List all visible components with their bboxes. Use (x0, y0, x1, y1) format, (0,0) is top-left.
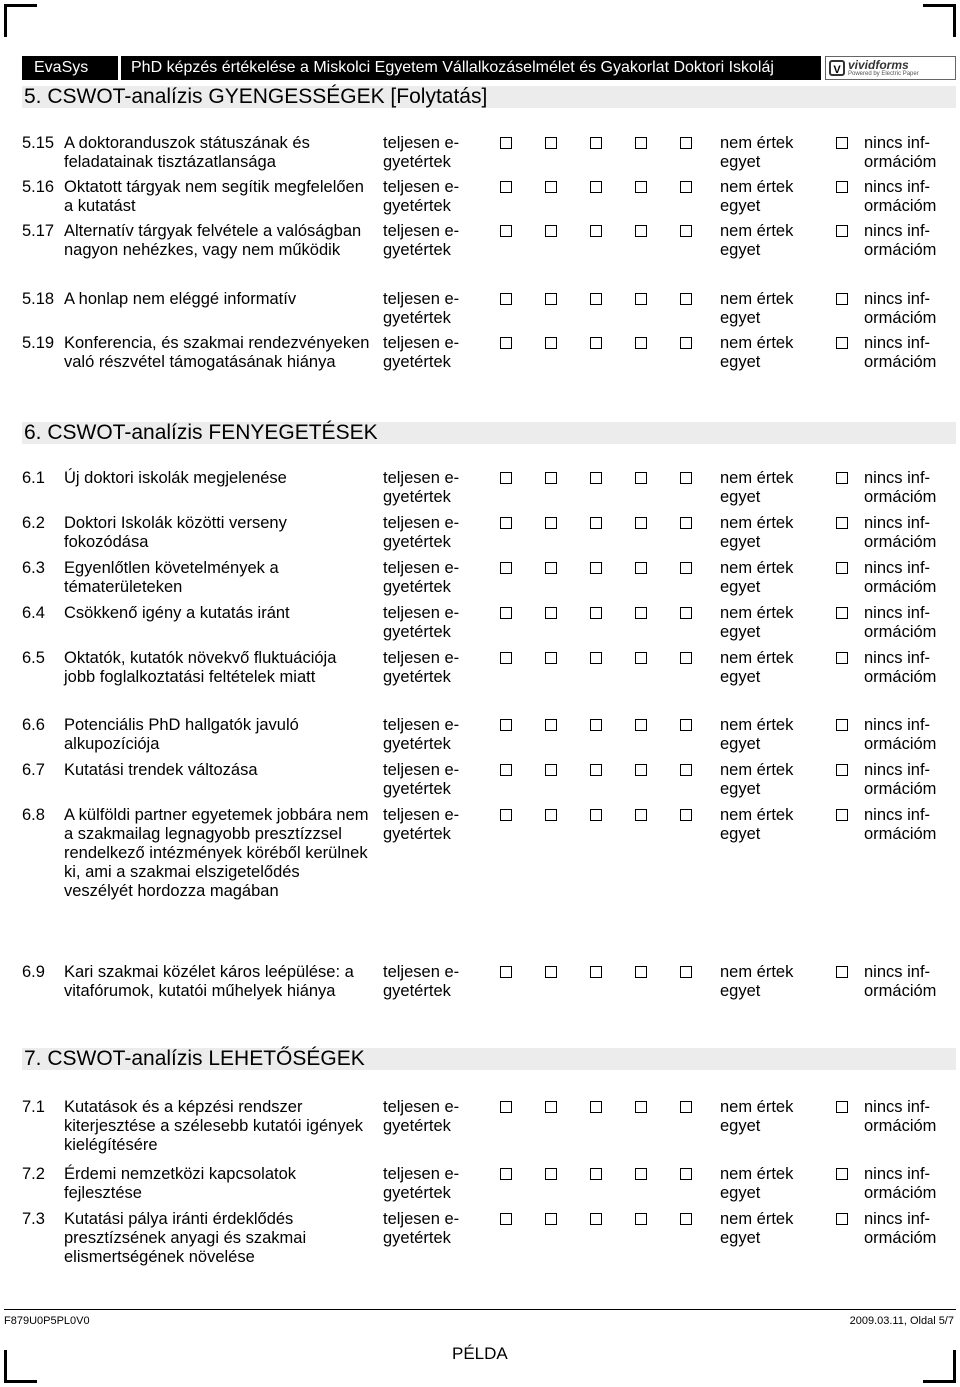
logo-mark-icon: V (829, 60, 845, 76)
no-information-checkbox[interactable] (836, 809, 848, 821)
rating-checkbox-2[interactable] (545, 225, 557, 237)
question-number: 5.19 (22, 334, 55, 352)
corner-mark-bottom-left (4, 1350, 37, 1383)
no-information-label: nincs inf- ormációm (864, 469, 937, 506)
vividforms-logo (825, 56, 956, 80)
no-information-checkbox[interactable] (836, 719, 848, 731)
rating-checkbox-3[interactable] (590, 966, 602, 978)
question-text (22, 963, 372, 1001)
no-information-checkbox[interactable] (836, 652, 848, 664)
rating-checkbox-1[interactable] (500, 472, 512, 484)
scale-left-label: teljesen e- gyetértek (383, 1098, 460, 1135)
corner-mark-top-right (923, 4, 956, 37)
question-number: 7.3 (22, 1210, 45, 1228)
rating-checkbox-4[interactable] (635, 809, 647, 821)
no-information-checkbox[interactable] (836, 181, 848, 193)
no-information-checkbox[interactable] (836, 1101, 848, 1113)
rating-checkbox-2[interactable] (545, 607, 557, 619)
section-title-5: 5. CSWOT-analízis GYENGESSÉGEK [Folytatás] (22, 86, 956, 108)
no-information-label: nincs inf- ormációm (864, 806, 937, 843)
question-number: 6.4 (22, 604, 45, 622)
rating-checkbox-4[interactable] (635, 137, 647, 149)
question-text (22, 134, 372, 172)
no-information-label: nincs inf- ormációm (864, 559, 937, 596)
scale-right-label: nem értek egyet (720, 761, 794, 798)
rating-checkbox-3[interactable] (590, 809, 602, 821)
no-information-checkbox[interactable] (836, 1213, 848, 1225)
section-title-7: 7. CSWOT-analízis LEHETŐSÉGEK (22, 1048, 956, 1070)
question-number: 5.17 (22, 222, 55, 240)
question-text (22, 604, 372, 623)
no-information-checkbox[interactable] (836, 137, 848, 149)
rating-checkbox-2[interactable] (545, 181, 557, 193)
rating-checkbox-5[interactable] (680, 809, 692, 821)
question-label: Doktori Iskolák közötti verseny fokozódása (64, 514, 287, 551)
rating-checkbox-5[interactable] (680, 719, 692, 731)
rating-checkbox-3[interactable] (590, 225, 602, 237)
no-information-label: nincs inf- ormációm (864, 716, 937, 753)
scale-left-label: teljesen e- gyetértek (383, 761, 460, 798)
question-label: A külföldi partner egyetemek jobbára nem a szakmailag legnagyobb presztízzsel rendelkező intézmények köréből kerülnek ki, ami a szakmai elszigetelődés veszélyét hordozza magában (64, 806, 369, 900)
rating-checkbox-1[interactable] (500, 966, 512, 978)
rating-checkbox-2[interactable] (545, 1213, 557, 1225)
page-info: 2009.03.11, Oldal 5/7 (849, 1315, 954, 1327)
scale-right-label: nem értek egyet (720, 134, 794, 171)
scale-right-label: nem értek egyet (720, 604, 794, 641)
rating-checkbox-5[interactable] (680, 472, 692, 484)
question-text (22, 806, 372, 901)
question-text (22, 514, 372, 552)
rating-checkbox-4[interactable] (635, 1101, 647, 1113)
question-text (22, 1165, 372, 1203)
no-information-checkbox[interactable] (836, 517, 848, 529)
no-information-label: nincs inf- ormációm (864, 514, 937, 551)
rating-checkbox-5[interactable] (680, 225, 692, 237)
question-text (22, 649, 372, 687)
no-information-label: nincs inf- ormációm (864, 222, 937, 259)
question-label: Új doktori iskolák megjelenése (64, 469, 287, 487)
question-label: A honlap nem eléggé informatív (64, 290, 297, 308)
question-number: 5.15 (22, 134, 55, 152)
scale-left-label: teljesen e- gyetértek (383, 559, 460, 596)
no-information-label: nincs inf- ormációm (864, 1165, 937, 1202)
no-information-label: nincs inf- ormációm (864, 963, 937, 1000)
rating-checkbox-2[interactable] (545, 719, 557, 731)
rating-checkbox-3[interactable] (590, 1101, 602, 1113)
question-label: Kari szakmai közélet káros leépülése: a vitafórumok, kutatói műhelyek hiánya (64, 963, 354, 1000)
rating-checkbox-5[interactable] (680, 1213, 692, 1225)
rating-checkbox-4[interactable] (635, 472, 647, 484)
rating-checkbox-4[interactable] (635, 719, 647, 731)
scale-right-label: nem értek egyet (720, 806, 794, 843)
rating-checkbox-1[interactable] (500, 1168, 512, 1180)
rating-checkbox-3[interactable] (590, 472, 602, 484)
no-information-checkbox[interactable] (836, 1168, 848, 1180)
question-label: Kutatási pálya iránti érdeklődés presztízsének anyagi és szakmai elismertségének növelése (64, 1210, 307, 1266)
rating-checkbox-3[interactable] (590, 719, 602, 731)
question-number: 7.1 (22, 1098, 45, 1116)
question-number: 7.2 (22, 1165, 45, 1183)
no-information-label: nincs inf- ormációm (864, 334, 937, 371)
scale-left-label: teljesen e- gyetértek (383, 806, 460, 843)
rating-checkbox-3[interactable] (590, 293, 602, 305)
question-text (22, 178, 372, 216)
rating-checkbox-3[interactable] (590, 652, 602, 664)
rating-checkbox-4[interactable] (635, 966, 647, 978)
no-information-checkbox[interactable] (836, 966, 848, 978)
rating-checkbox-1[interactable] (500, 809, 512, 821)
corner-mark-bottom-right (923, 1350, 956, 1383)
rating-checkbox-1[interactable] (500, 719, 512, 731)
question-text (22, 1098, 372, 1155)
rating-checkbox-2[interactable] (545, 293, 557, 305)
rating-checkbox-1[interactable] (500, 517, 512, 529)
question-label: Érdemi nemzetközi kapcsolatok fejlesztése (64, 1165, 297, 1202)
scale-left-label: teljesen e- gyetértek (383, 290, 460, 327)
rating-checkbox-1[interactable] (500, 293, 512, 305)
rating-checkbox-3[interactable] (590, 337, 602, 349)
question-label: Kutatások és a képzési rendszer kiterjesztése a szélesebb kutatói igények kielégítésére (64, 1098, 363, 1154)
question-number: 6.7 (22, 761, 45, 779)
scale-left-label: teljesen e- gyetértek (383, 1165, 460, 1202)
rating-checkbox-5[interactable] (680, 1101, 692, 1113)
rating-checkbox-5[interactable] (680, 337, 692, 349)
rating-checkbox-2[interactable] (545, 472, 557, 484)
rating-checkbox-2[interactable] (545, 1168, 557, 1180)
rating-checkbox-3[interactable] (590, 1168, 602, 1180)
question-text (22, 334, 372, 372)
app-name: EvaSys (22, 56, 118, 80)
corner-mark-top-left (4, 4, 37, 37)
scale-left-label: teljesen e- gyetértek (383, 514, 460, 551)
rating-checkbox-1[interactable] (500, 652, 512, 664)
sample-stamp: PÉLDA (452, 1344, 508, 1363)
scale-left-label: teljesen e- gyetértek (383, 649, 460, 686)
no-information-label: nincs inf- ormációm (864, 649, 937, 686)
scale-right-label: nem értek egyet (720, 559, 794, 596)
question-label: Kutatási trendek változása (64, 761, 258, 779)
question-label: Potenciális PhD hallgatók javuló alkupozíciója (64, 716, 299, 753)
rating-checkbox-1[interactable] (500, 1213, 512, 1225)
rating-checkbox-2[interactable] (545, 137, 557, 149)
rating-checkbox-1[interactable] (500, 225, 512, 237)
rating-checkbox-5[interactable] (680, 562, 692, 574)
no-information-label: nincs inf- ormációm (864, 178, 937, 215)
scale-left-label: teljesen e- gyetértek (383, 469, 460, 506)
rating-checkbox-2[interactable] (545, 809, 557, 821)
rating-checkbox-4[interactable] (635, 607, 647, 619)
rating-checkbox-1[interactable] (500, 764, 512, 776)
no-information-checkbox[interactable] (836, 607, 848, 619)
question-text (22, 290, 372, 309)
scale-left-label: teljesen e- gyetértek (383, 222, 460, 259)
rating-checkbox-3[interactable] (590, 1213, 602, 1225)
no-information-checkbox[interactable] (836, 764, 848, 776)
rating-checkbox-5[interactable] (680, 181, 692, 193)
rating-checkbox-4[interactable] (635, 764, 647, 776)
rating-checkbox-5[interactable] (680, 293, 692, 305)
rating-checkbox-4[interactable] (635, 652, 647, 664)
question-text (22, 559, 372, 597)
rating-checkbox-4[interactable] (635, 517, 647, 529)
rating-checkbox-1[interactable] (500, 137, 512, 149)
question-text (22, 469, 372, 488)
survey-title: PhD képzés értékelése a Miskolci Egyetem Vállalkozáselmélet és Gyakorlat Doktori Iskoláj (121, 56, 821, 80)
rating-checkbox-2[interactable] (545, 1101, 557, 1113)
rating-checkbox-1[interactable] (500, 1101, 512, 1113)
rating-checkbox-5[interactable] (680, 607, 692, 619)
scale-right-label: nem értek egyet (720, 1210, 794, 1247)
question-label: Egyenlőtlen követelmények a tématerületeken (64, 559, 279, 596)
question-number: 6.2 (22, 514, 45, 532)
rating-checkbox-1[interactable] (500, 562, 512, 574)
question-text (22, 222, 372, 260)
scale-right-label: nem értek egyet (720, 469, 794, 506)
question-number: 6.5 (22, 649, 45, 667)
rating-checkbox-4[interactable] (635, 337, 647, 349)
rating-checkbox-4[interactable] (635, 181, 647, 193)
section-title-6: 6. CSWOT-analízis FENYEGETÉSEK (22, 422, 956, 444)
logo-tagline: Powered by Electric Paper (848, 71, 919, 77)
question-number: 6.8 (22, 806, 45, 824)
no-information-label: nincs inf- ormációm (864, 1210, 937, 1247)
scale-left-label: teljesen e- gyetértek (383, 134, 460, 171)
rating-checkbox-3[interactable] (590, 562, 602, 574)
question-label: Oktatók, kutatók növekvő fluktuációja jobb foglalkoztatási feltételek miatt (64, 649, 337, 686)
no-information-label: nincs inf- ormációm (864, 134, 937, 171)
rating-checkbox-5[interactable] (680, 1168, 692, 1180)
question-number: 6.1 (22, 469, 45, 487)
scale-right-label: nem értek egyet (720, 334, 794, 371)
scale-left-label: teljesen e- gyetértek (383, 716, 460, 753)
footer-divider (4, 1309, 956, 1310)
scale-left-label: teljesen e- gyetértek (383, 334, 460, 371)
rating-checkbox-4[interactable] (635, 562, 647, 574)
scale-right-label: nem értek egyet (720, 290, 794, 327)
rating-checkbox-2[interactable] (545, 652, 557, 664)
rating-checkbox-5[interactable] (680, 517, 692, 529)
question-label: Oktatott tárgyak nem segítik megfelelően a kutatást (64, 178, 364, 215)
rating-checkbox-2[interactable] (545, 764, 557, 776)
scale-right-label: nem értek egyet (720, 1165, 794, 1202)
scale-left-label: teljesen e- gyetértek (383, 604, 460, 641)
no-information-label: nincs inf- ormációm (864, 761, 937, 798)
question-number: 6.9 (22, 963, 45, 981)
form-code: F879U0P5PL0V0 (4, 1315, 90, 1327)
scale-left-label: teljesen e- gyetértek (383, 963, 460, 1000)
rating-checkbox-5[interactable] (680, 137, 692, 149)
rating-checkbox-2[interactable] (545, 966, 557, 978)
question-text (22, 716, 372, 754)
no-information-label: nincs inf- ormációm (864, 604, 937, 641)
no-information-checkbox[interactable] (836, 225, 848, 237)
rating-checkbox-4[interactable] (635, 1213, 647, 1225)
no-information-checkbox[interactable] (836, 472, 848, 484)
rating-checkbox-4[interactable] (635, 1168, 647, 1180)
scale-right-label: nem értek egyet (720, 178, 794, 215)
rating-checkbox-1[interactable] (500, 181, 512, 193)
rating-checkbox-2[interactable] (545, 337, 557, 349)
rating-checkbox-2[interactable] (545, 517, 557, 529)
no-information-label: nincs inf- ormációm (864, 1098, 937, 1135)
rating-checkbox-3[interactable] (590, 764, 602, 776)
rating-checkbox-5[interactable] (680, 652, 692, 664)
question-number: 6.6 (22, 716, 45, 734)
rating-checkbox-3[interactable] (590, 181, 602, 193)
scale-right-label: nem értek egyet (720, 716, 794, 753)
scale-right-label: nem értek egyet (720, 649, 794, 686)
question-label: Csökkenő igény a kutatás iránt (64, 604, 290, 622)
no-information-checkbox[interactable] (836, 337, 848, 349)
rating-checkbox-1[interactable] (500, 607, 512, 619)
logo-name: vividforms (848, 58, 909, 72)
form-header (22, 56, 956, 80)
question-number: 6.3 (22, 559, 45, 577)
question-label: Konferencia, és szakmai rendezvényeken való részvétel támogatásának hiánya (64, 334, 370, 371)
question-number: 5.18 (22, 290, 55, 308)
no-information-label: nincs inf- ormációm (864, 290, 937, 327)
question-number: 5.16 (22, 178, 55, 196)
scale-left-label: teljesen e- gyetértek (383, 178, 460, 215)
rating-checkbox-5[interactable] (680, 966, 692, 978)
scale-right-label: nem értek egyet (720, 963, 794, 1000)
question-text (22, 761, 372, 780)
no-information-checkbox[interactable] (836, 562, 848, 574)
rating-checkbox-5[interactable] (680, 764, 692, 776)
rating-checkbox-1[interactable] (500, 337, 512, 349)
rating-checkbox-4[interactable] (635, 225, 647, 237)
rating-checkbox-3[interactable] (590, 137, 602, 149)
rating-checkbox-3[interactable] (590, 607, 602, 619)
rating-checkbox-4[interactable] (635, 293, 647, 305)
scale-left-label: teljesen e- gyetértek (383, 1210, 460, 1247)
scale-right-label: nem értek egyet (720, 1098, 794, 1135)
scale-right-label: nem értek egyet (720, 514, 794, 551)
question-label: Alternatív tárgyak felvétele a valóságban nagyon nehézkes, vagy nem működik (64, 222, 362, 259)
scale-right-label: nem értek egyet (720, 222, 794, 259)
rating-checkbox-3[interactable] (590, 517, 602, 529)
rating-checkbox-2[interactable] (545, 562, 557, 574)
question-text (22, 1210, 372, 1267)
question-label: A doktoranduszok státuszának és feladatainak tisztázatlansága (64, 134, 310, 171)
no-information-checkbox[interactable] (836, 293, 848, 305)
